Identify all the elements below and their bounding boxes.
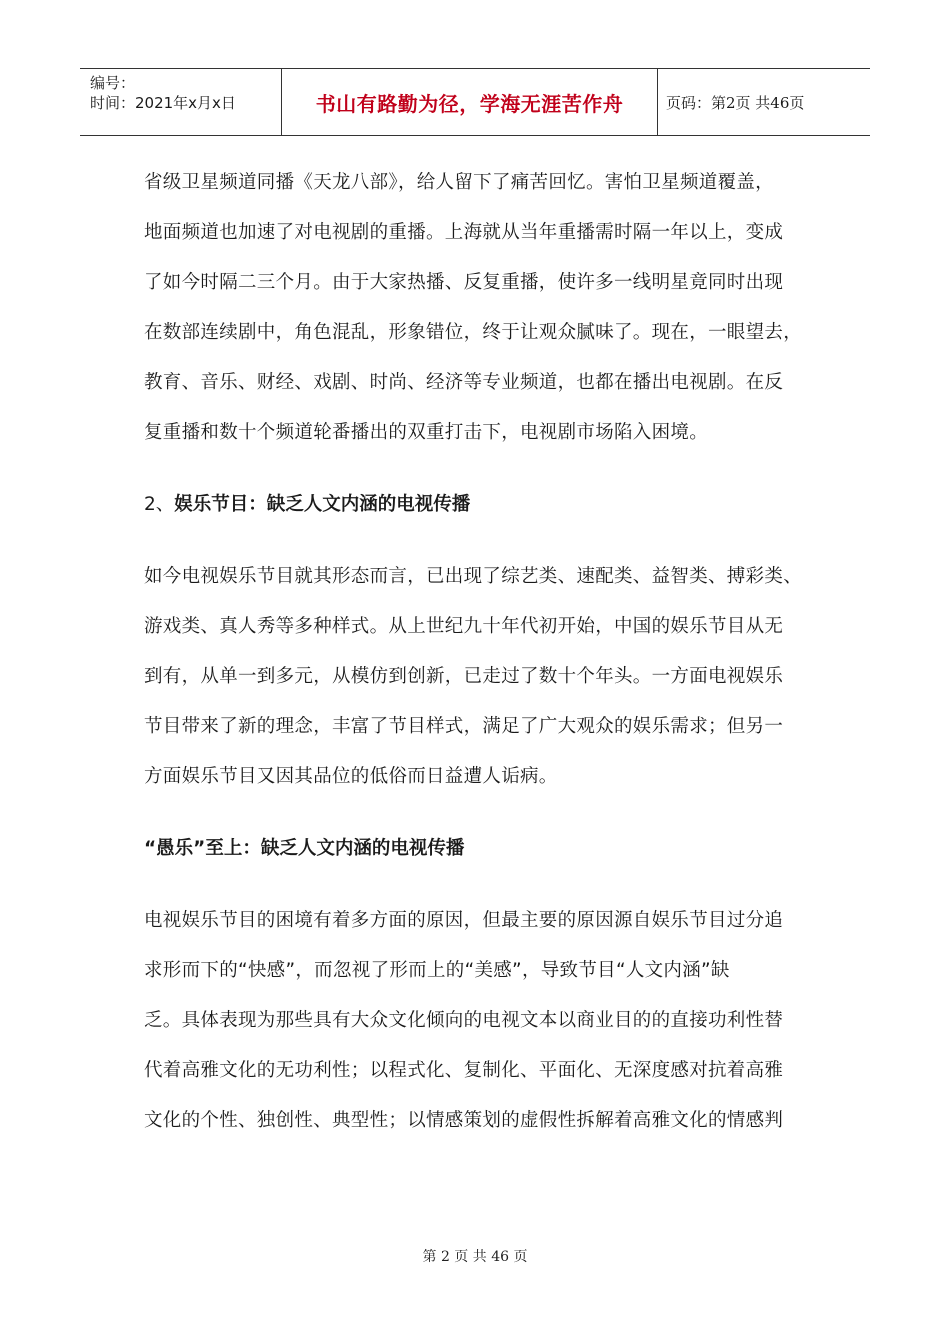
text-line: 到有，从单一到多元，从模仿到创新，已走过了数十个年头。一方面电视娱乐 bbox=[144, 666, 784, 687]
header-page-info: 页码：第2页 共46页 bbox=[666, 93, 805, 112]
text-line: 游戏类、真人秀等多种样式。从上世纪九十年代初开始，中国的娱乐节目从无 bbox=[144, 616, 784, 637]
text-line: 方面娱乐节目又因其品位的低俗而日益遭人诟病。 bbox=[144, 766, 558, 787]
text-line: 代着高雅文化的无功利性；以程式化、复制化、平面化、无深度感对抗着高雅 bbox=[144, 1060, 784, 1081]
time-label: 时间：2021年x月x日 bbox=[90, 94, 236, 112]
text-line: 文化的个性、独创性、典型性；以情感策划的虚假性拆解着高雅文化的情感判 bbox=[144, 1110, 784, 1131]
header-motto: 书山有路勤为径，学海无涯苦作舟 bbox=[282, 69, 658, 135]
text-line: 复重播和数十个频道轮番播出的双重打击下，电视剧市场陷入困境。 bbox=[144, 422, 709, 443]
section-heading-2 bbox=[144, 480, 824, 530]
number-label: 编号： bbox=[90, 74, 136, 92]
text-line: 求形而下的“快感”，而忽视了形而上的“美感”，导致节目“人文内涵”缺 bbox=[144, 960, 730, 981]
paragraph-2 bbox=[144, 552, 824, 802]
paragraph-1 bbox=[144, 158, 824, 458]
text-line: 省级卫星频道同播《天龙八部》，给人留下了痛苦回忆。害怕卫星频道覆盖， bbox=[144, 172, 774, 193]
page-footer: 第 2 页 共 46 页 bbox=[422, 1249, 528, 1265]
document-body bbox=[144, 158, 824, 1146]
text-line: 了如今时隔二三个月。由于大家热播、反复重播，使许多一线明星竟同时出现 bbox=[144, 272, 784, 293]
text-line: 电视娱乐节目的困境有着多方面的原因，但最主要的原因源自娱乐节目过分追 bbox=[144, 910, 784, 931]
text-line: 节目带来了新的理念，丰富了节目样式，满足了广大观众的娱乐需求；但另一 bbox=[144, 716, 784, 737]
text-line: 乏。具体表现为那些具有大众文化倾向的电视文本以商业目的的直接功利性替 bbox=[144, 1010, 784, 1031]
heading-text: “愚乐”至上：缺乏人文内涵的电视传播 bbox=[144, 838, 465, 859]
heading-number: 2、 bbox=[144, 494, 175, 515]
text-line: 教育、音乐、财经、戏剧、时尚、经济等专业频道，也都在播出电视剧。在反 bbox=[144, 372, 784, 393]
document-header bbox=[80, 68, 870, 136]
text-line: 如今电视娱乐节目就其形态而言，已出现了综艺类、速配类、益智类、搏彩类、 bbox=[144, 566, 803, 587]
paragraph-3 bbox=[144, 896, 824, 1146]
subsection-heading bbox=[144, 824, 824, 874]
text-line: 地面频道也加速了对电视剧的重播。上海就从当年重播需时隔一年以上，变成 bbox=[144, 222, 784, 243]
header-meta-cell bbox=[80, 69, 282, 135]
heading-text: 娱乐节目：缺乏人文内涵的电视传播 bbox=[174, 494, 471, 515]
text-line: 在数部连续剧中，角色混乱，形象错位，终于让观众腻味了。现在，一眼望去， bbox=[144, 322, 803, 343]
